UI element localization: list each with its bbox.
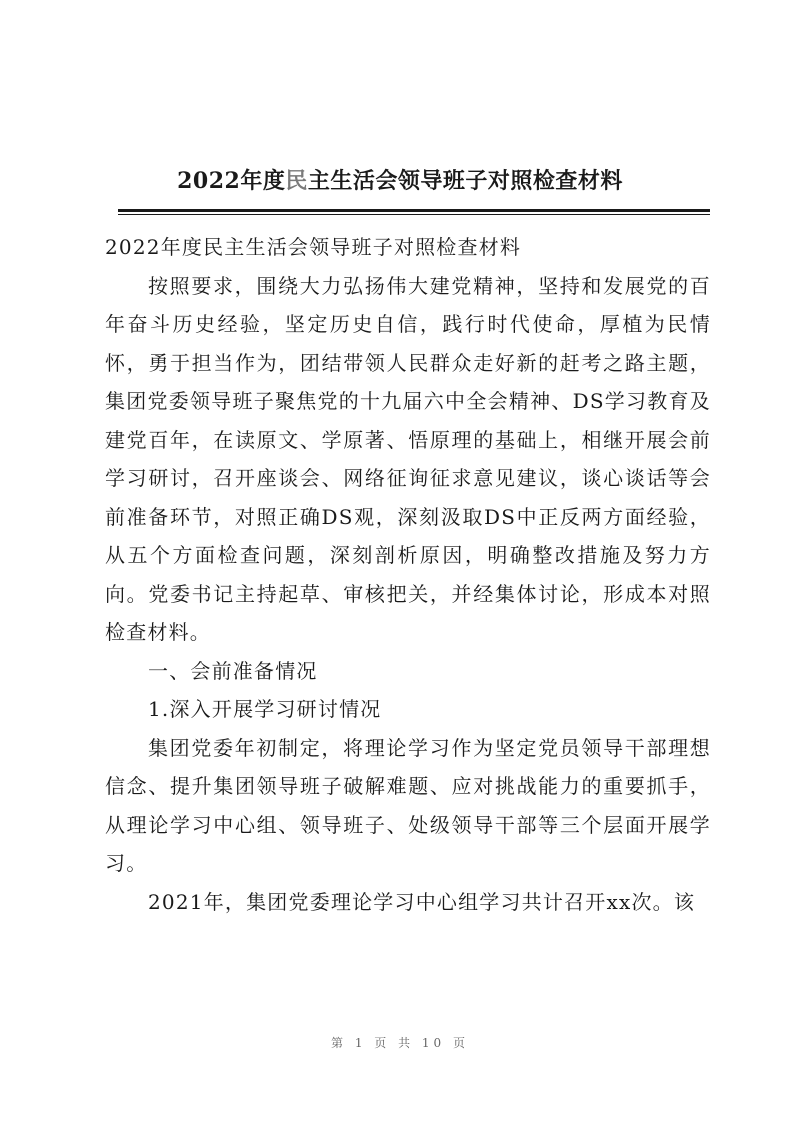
page-footer: 第 1 页 共 10 页 xyxy=(331,1036,469,1050)
study-plan-paragraph: 集团党委年初制定，将理论学习作为坚定党员领导干部理想信念、提升集团领导班子破解难题、应对挑战能力的重要抓手，从理论学习中心组、领导班子、处级领导干部等三个层面开展学习。 xyxy=(105,735,711,875)
study-count-paragraph: 2021年，集团党委理论学习中心组学习共计召开xx次。该 xyxy=(148,889,696,914)
title-part-2: 主生活会领导班子对照检查材料 xyxy=(307,168,623,194)
title-highlight-char: 民 xyxy=(285,168,308,194)
document-title xyxy=(0,164,800,195)
subsection-heading: 1.深入开展学习研讨情况 xyxy=(148,697,382,721)
title-part-1: 2022年度 xyxy=(177,168,286,194)
document-body xyxy=(105,228,711,921)
title-underline xyxy=(118,209,710,212)
body-subtitle: 2022年度民主生活会领导班子对照检查材料 xyxy=(105,235,522,259)
section-heading: 一、会前准备情况 xyxy=(148,658,318,683)
intro-paragraph: 按照要求，围绕大力弘扬伟大建党精神，坚持和发展党的百年奋斗历史经验，坚定历史自信，践行时代使命，厚植为民情怀，勇于担当作为，团结带领人民群众走好新的赶考之路主题，集团党委领导班子聚焦党的十九届六中全会精神、DS学习教育及建党百年，在读原文、学原著、悟原理的基础上，相继开展会前学习研讨，召开座谈会、网络征询征求意见建议，谈心谈话等会前准备环节，对照正确DS观，深刻汲取DS中正反两方面经验，从五个方面检查问题，深刻剖析原因，明确整改措施及努力方向。党委书记主持起草、审核把关，并经集体讨论，形成本对照检查材料。 xyxy=(105,273,711,644)
